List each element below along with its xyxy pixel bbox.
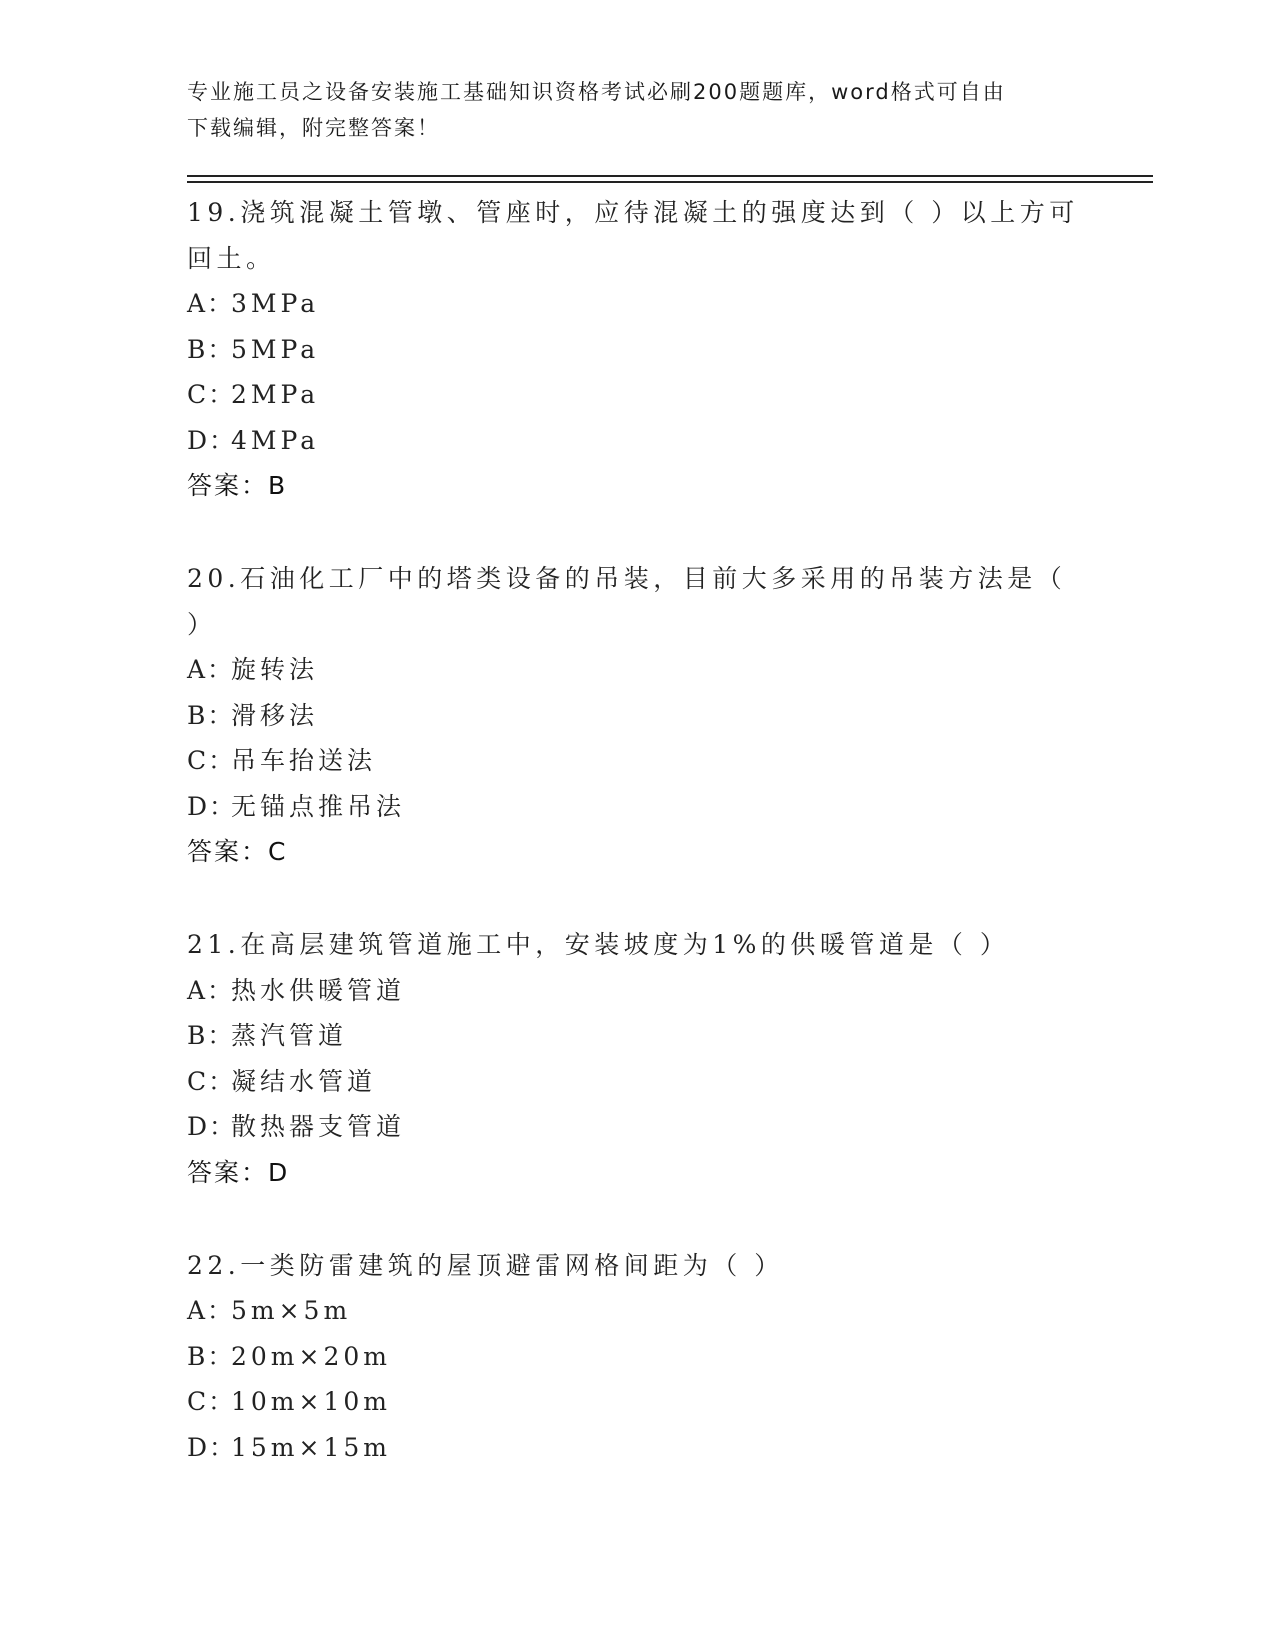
answer-label: 答案：B xyxy=(187,471,288,500)
option-d xyxy=(187,1425,1087,1471)
question-21 xyxy=(187,922,1087,1195)
option-letter: A： xyxy=(187,975,235,1005)
option-text: 5MPa xyxy=(231,334,320,364)
option-c xyxy=(187,1059,1087,1105)
option-text: 2MPa xyxy=(231,380,320,409)
option-b xyxy=(187,327,1087,373)
option-a xyxy=(187,647,1087,693)
option-a xyxy=(187,1288,1087,1334)
option-letter: D： xyxy=(187,791,237,821)
option-text: 3MPa xyxy=(231,289,320,318)
question-stem-line-2: ） xyxy=(187,609,217,639)
answer-label: 答案：C xyxy=(187,837,288,866)
header-title-line-2: 下载编辑，附完整答案！ xyxy=(187,116,440,140)
option-letter: B： xyxy=(187,1341,235,1371)
option-text: 旋转法 xyxy=(231,655,319,684)
option-b xyxy=(187,1013,1087,1059)
option-letter: B： xyxy=(187,334,235,364)
option-text: 5m×5m xyxy=(231,1296,352,1325)
option-letter: C： xyxy=(187,1387,236,1416)
option-text: 4MPa xyxy=(231,425,320,455)
option-letter: A： xyxy=(187,289,235,318)
option-text: 蒸汽管道 xyxy=(231,1021,348,1050)
question-stem-line-1: 22.一类防雷建筑的屋顶避雷网格间距为（ ） xyxy=(187,1250,784,1280)
option-text: 凝结水管道 xyxy=(231,1066,377,1096)
answer-label: 答案：D xyxy=(187,1157,290,1187)
option-letter: C： xyxy=(187,380,236,409)
option-c xyxy=(187,1379,1087,1425)
option-text: 10m×10m xyxy=(231,1387,391,1416)
header-title-line-1: 专业施工员之设备安装施工基础知识资格考试必刷200题题库，word格式可自由 xyxy=(187,80,1006,104)
option-text: 散热器支管道 xyxy=(231,1112,406,1141)
option-letter: D： xyxy=(187,425,237,455)
question-stem-line-1: 21.在高层建筑管道施工中，安装坡度为1%的供暖管道是（ ） xyxy=(187,930,1010,959)
option-text: 滑移法 xyxy=(231,700,319,730)
option-letter: C： xyxy=(187,1066,236,1096)
option-text: 20m×20m xyxy=(231,1341,391,1371)
question-stem-line-1: 20.石油化工厂中的塔类设备的吊装，目前大多采用的吊装方法是（ xyxy=(187,564,1067,593)
option-c xyxy=(187,372,1087,418)
option-letter: B： xyxy=(187,700,235,730)
option-letter: C： xyxy=(187,746,236,775)
question-stem-line-1: 19.浇筑混凝土管墩、管座时，应待混凝土的强度达到（ ）以上方可 xyxy=(187,198,1079,227)
question-19 xyxy=(187,190,1087,508)
option-d xyxy=(187,784,1087,830)
option-d xyxy=(187,418,1087,464)
question-list xyxy=(187,190,1087,1518)
option-letter: D： xyxy=(187,1432,237,1462)
option-letter: A： xyxy=(187,655,235,684)
option-b xyxy=(187,1334,1087,1380)
question-22 xyxy=(187,1243,1087,1471)
option-b xyxy=(187,693,1087,739)
option-d xyxy=(187,1104,1087,1150)
question-20 xyxy=(187,556,1087,874)
option-letter: B： xyxy=(187,1021,235,1050)
option-text: 无锚点推吊法 xyxy=(231,791,406,821)
option-text: 吊车抬送法 xyxy=(231,746,377,775)
option-a xyxy=(187,968,1087,1014)
option-letter: A： xyxy=(187,1296,235,1325)
option-text: 热水供暖管道 xyxy=(231,975,406,1005)
header-divider-top xyxy=(187,175,1153,177)
option-c xyxy=(187,738,1087,784)
option-text: 15m×15m xyxy=(231,1432,391,1462)
header-divider-bottom xyxy=(187,181,1153,183)
document-header xyxy=(187,74,1087,146)
option-a xyxy=(187,281,1087,327)
question-stem-line-2: 回土。 xyxy=(187,243,276,273)
option-letter: D： xyxy=(187,1112,237,1141)
